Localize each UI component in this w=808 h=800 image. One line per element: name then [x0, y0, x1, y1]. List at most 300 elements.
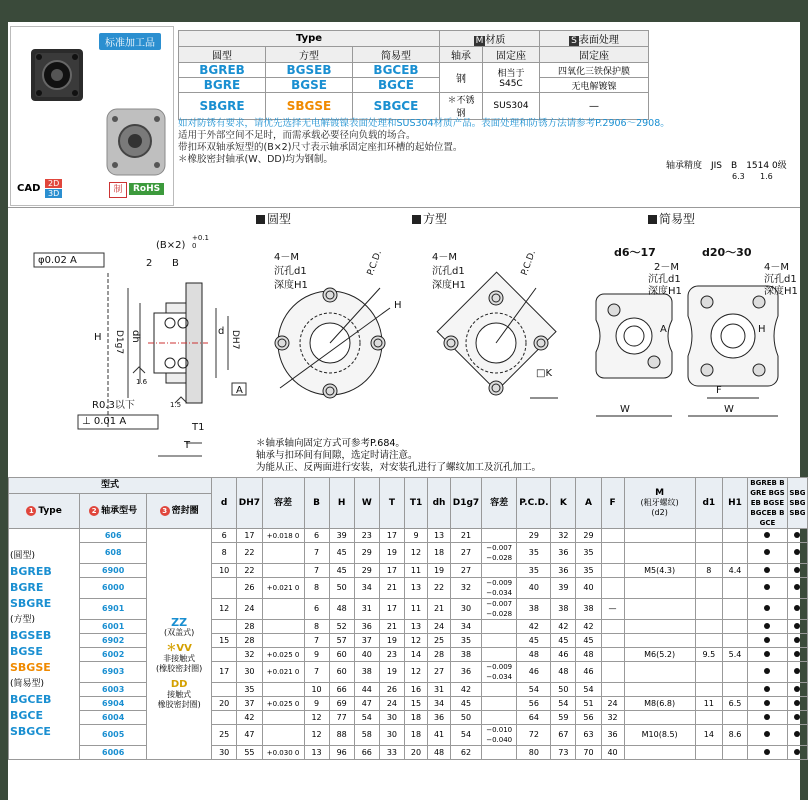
- cell: M10(8.5): [624, 725, 695, 746]
- availability-dot: [748, 634, 788, 648]
- cell: 51: [576, 697, 601, 711]
- type-group-item: BGRE: [10, 581, 44, 594]
- availability-dot-2: [787, 683, 807, 697]
- h-seal: 3 密封圈: [147, 493, 212, 528]
- cell: 19: [428, 564, 451, 578]
- cell: [624, 620, 695, 634]
- cell: 30: [451, 599, 482, 620]
- cell: −0.009 −0.034: [481, 662, 517, 683]
- type-group-item: BGCEB: [10, 693, 52, 706]
- availability-dot-2: [787, 543, 807, 564]
- surface-icon: S: [571, 36, 577, 46]
- bearing-number: 608: [80, 543, 147, 564]
- col-round: 圆型: [179, 47, 266, 63]
- availability-dot-2: [787, 599, 807, 620]
- spec-table: [8, 477, 808, 760]
- roughness-b: 1.5: [170, 401, 182, 409]
- cell: [695, 543, 722, 564]
- h-bearing: 2 轴承型号: [80, 493, 147, 528]
- round-depth: 深度H1: [274, 280, 308, 291]
- cell: [624, 634, 695, 648]
- availability-dot: [748, 711, 788, 725]
- note-2: 适用于外部空间不足时，而需承载必要径向负载的场合。: [178, 130, 416, 141]
- bx2-label: (B×2): [156, 240, 186, 251]
- type-bgse: BGSE: [266, 78, 353, 93]
- type-group-cell: [9, 529, 80, 760]
- bearing-number: 6003: [80, 683, 147, 697]
- cell: 48: [551, 662, 576, 683]
- cell: 9: [304, 697, 329, 711]
- cell: 40: [354, 648, 379, 662]
- cell: 26: [237, 578, 262, 599]
- type-group-item: SBGRE: [10, 597, 52, 610]
- availability-dot-2: [787, 529, 807, 543]
- seat-steel: 相当于S45C: [483, 63, 540, 93]
- availability-dot-2: [787, 564, 807, 578]
- note-4: ＊橡胶密封轴承(W、DD)均为钢制。: [178, 154, 333, 165]
- h-t: T: [379, 478, 404, 529]
- cell: 69: [329, 697, 354, 711]
- cell: 48: [428, 746, 451, 760]
- cell: 38: [354, 662, 379, 683]
- bearing-number: 6902: [80, 634, 147, 648]
- cell: 54: [517, 683, 551, 697]
- cell: 45: [329, 564, 354, 578]
- bearing-number: 6903: [80, 662, 147, 683]
- availability-dot: [748, 564, 788, 578]
- cad-2d-badge[interactable]: 2D: [45, 179, 62, 188]
- bearing-number: 6006: [80, 746, 147, 760]
- cell: [262, 711, 304, 725]
- cell: 4.4: [722, 564, 747, 578]
- cell: [601, 578, 624, 599]
- cell: 67: [551, 725, 576, 746]
- cell: 5.4: [722, 648, 747, 662]
- col-seat: 固定座: [483, 47, 540, 63]
- cell: 48: [517, 648, 551, 662]
- cell: [601, 634, 624, 648]
- note-3: 带扣环双轴承短型的(B×2)尺寸表示轴承固定座扣环槽的起始位置。: [178, 142, 463, 153]
- round-pcd: P.C.D.: [365, 249, 385, 277]
- cell: [481, 564, 517, 578]
- cell: 23: [354, 529, 379, 543]
- bearing-steel: 钢: [440, 63, 483, 93]
- cell: 12: [405, 634, 428, 648]
- table-row: [9, 564, 808, 578]
- cell: 7: [304, 564, 329, 578]
- type-group-item: SBGCE: [10, 725, 51, 738]
- cell: [624, 683, 695, 697]
- availability-dot: [748, 683, 788, 697]
- cell: 9: [304, 648, 329, 662]
- simple-h: H: [758, 324, 766, 335]
- cell: [695, 634, 722, 648]
- cell: 45: [551, 634, 576, 648]
- dim-dh: dh: [130, 330, 141, 343]
- cell: M5(4.3): [624, 564, 695, 578]
- cell: 31: [354, 599, 379, 620]
- cell: [601, 683, 624, 697]
- cell: 40: [601, 746, 624, 760]
- cell: [481, 746, 517, 760]
- cell: 47: [354, 697, 379, 711]
- cell: 36: [428, 711, 451, 725]
- cell: 45: [576, 634, 601, 648]
- cell: 6.5: [722, 697, 747, 711]
- cell: 42: [551, 620, 576, 634]
- cell: 12: [405, 543, 428, 564]
- availability-dot: [748, 529, 788, 543]
- simple-d20-30: d20～30: [702, 246, 752, 259]
- cell: 21: [379, 620, 404, 634]
- table-row: [9, 711, 808, 725]
- cell: 66: [329, 683, 354, 697]
- cell: [722, 711, 747, 725]
- table-row: [9, 599, 808, 620]
- simple-w-1: W: [620, 404, 630, 415]
- cell: 50: [451, 711, 482, 725]
- table-row: [9, 683, 808, 697]
- bearing-number: 6004: [80, 711, 147, 725]
- type-group-item: SBGSE: [10, 661, 51, 674]
- bottom-note-2: 轴承与扣环间有间隙，选定时请注意。: [256, 450, 418, 461]
- availability-dot-2: [787, 578, 807, 599]
- cell: [695, 529, 722, 543]
- availability-dot: [748, 543, 788, 564]
- cell: [262, 543, 304, 564]
- cell: 35: [576, 543, 601, 564]
- cell: 59: [551, 711, 576, 725]
- table-row: [9, 648, 808, 662]
- cell: 28: [237, 620, 262, 634]
- cell: 66: [354, 746, 379, 760]
- cell: 11: [405, 564, 428, 578]
- cell: 21: [379, 578, 404, 599]
- cell: M6(5.2): [624, 648, 695, 662]
- material-icon: M: [475, 36, 484, 46]
- availability-dot-2: [787, 662, 807, 683]
- cell: 36: [451, 662, 482, 683]
- cell: [481, 683, 517, 697]
- cell: 30: [237, 662, 262, 683]
- simple-cb-2: 沉孔d1: [764, 274, 797, 285]
- cell: 73: [551, 746, 576, 760]
- cell: 45: [329, 543, 354, 564]
- type-sbgse: SBGSE: [266, 93, 353, 120]
- cell: 56: [576, 711, 601, 725]
- cell: 7: [304, 662, 329, 683]
- h-types: BGREB BGRE BGSEB BGSE BGCEB BGCE: [748, 478, 788, 529]
- cell: 27: [428, 662, 451, 683]
- cell: [722, 620, 747, 634]
- cell: 56: [517, 697, 551, 711]
- bottom-note-1: ＊轴承轴向固定方式可参考P.684。: [256, 438, 405, 449]
- cell: [481, 697, 517, 711]
- standard-badge: 标准加工品: [99, 33, 161, 50]
- cell: 58: [354, 725, 379, 746]
- cell: 6: [304, 599, 329, 620]
- cell: 39: [551, 578, 576, 599]
- catalog-page: [8, 22, 806, 800]
- cell: 35: [237, 683, 262, 697]
- cell: 35: [451, 634, 482, 648]
- col-seat-surface: 固定座: [540, 47, 649, 63]
- cell: 72: [517, 725, 551, 746]
- datum-a: A: [236, 385, 243, 396]
- material-header: M 材质: [440, 31, 540, 47]
- h-tol-1: 容差: [262, 478, 304, 529]
- cell: −0.009 −0.034: [481, 578, 517, 599]
- h-k: K: [551, 478, 576, 529]
- cell: 62: [451, 746, 482, 760]
- cell: 12: [304, 725, 329, 746]
- square-k: □K: [536, 368, 553, 379]
- cell: 32: [601, 711, 624, 725]
- type-sbgce: SBGCE: [353, 93, 440, 120]
- cell: [695, 711, 722, 725]
- type-group-item: (圆型): [10, 551, 36, 561]
- cell: 33: [379, 746, 404, 760]
- cell: 8: [212, 543, 237, 564]
- cell: 30: [379, 711, 404, 725]
- type-header: Type: [179, 31, 440, 47]
- bx2-tol: +0.1 0: [192, 234, 209, 250]
- cell: 36: [354, 620, 379, 634]
- cell: [262, 683, 304, 697]
- cell: [624, 578, 695, 599]
- cell: +0.021 0: [262, 662, 304, 683]
- h-t1: T1: [405, 478, 428, 529]
- type-bgceb: BGCEB: [353, 63, 440, 78]
- cell: 34: [428, 697, 451, 711]
- cell: 39: [329, 529, 354, 543]
- spec-table-wrap: [8, 477, 808, 760]
- cell: −0.007 −0.028: [481, 543, 517, 564]
- cell: 24: [379, 697, 404, 711]
- cell: [722, 543, 747, 564]
- cell: [481, 620, 517, 634]
- cell: [695, 662, 722, 683]
- cell: [722, 599, 747, 620]
- seat-stainless: SUS304: [483, 93, 540, 120]
- cell: 88: [329, 725, 354, 746]
- cell: 18: [405, 725, 428, 746]
- cell: 12: [405, 662, 428, 683]
- cell: 17: [379, 599, 404, 620]
- cell: [262, 564, 304, 578]
- type-group-item: BGCE: [10, 709, 43, 722]
- cell: −0.007 −0.028: [481, 599, 517, 620]
- cell: +0.021 0: [262, 578, 304, 599]
- h-h1: H1: [722, 478, 747, 529]
- surface-1: 四氧化三铁保护膜: [540, 63, 649, 78]
- seal-cell: [147, 529, 212, 760]
- roughness-a: 1.6: [136, 378, 148, 386]
- cell: 64: [517, 711, 551, 725]
- cell: 13: [428, 529, 451, 543]
- type-group-item: BGSE: [10, 645, 43, 658]
- cell: 42: [237, 711, 262, 725]
- cell: 31: [428, 683, 451, 697]
- round-cb: 沉孔d1: [274, 266, 307, 277]
- type-group-item: (简易型): [10, 679, 45, 689]
- cell: 30: [379, 725, 404, 746]
- cell: 34: [451, 620, 482, 634]
- seal-seal_vv: ＊VV: [166, 643, 192, 654]
- cell: 27: [451, 564, 482, 578]
- cell: 19: [379, 634, 404, 648]
- cell: 18: [428, 543, 451, 564]
- roughness-label-top: 6.3: [732, 172, 745, 181]
- cell: 8.6: [722, 725, 747, 746]
- cell: 54: [354, 711, 379, 725]
- cell: [481, 634, 517, 648]
- h-b: B: [304, 478, 329, 529]
- seal-seal_vv2: 非接触式: [163, 654, 196, 663]
- square-housing-image: [31, 49, 83, 101]
- cell: 37: [354, 634, 379, 648]
- type-bgre: BGRE: [179, 78, 266, 93]
- availability-dot-2: [787, 697, 807, 711]
- availability-dot: [748, 746, 788, 760]
- cell: 26: [379, 683, 404, 697]
- col-bearing: 轴承: [440, 47, 483, 63]
- h-d1g7: D1g7: [451, 478, 482, 529]
- bottom-note-3: 为能从正、反两面进行安装，对安装孔进行了螺纹加工及沉孔加工。: [256, 462, 542, 473]
- bearing-number: 6901: [80, 599, 147, 620]
- h-d1: d1: [695, 478, 722, 529]
- cell: 8: [695, 564, 722, 578]
- type-bgseb: BGSEB: [266, 63, 353, 78]
- dim-2: 2: [146, 258, 153, 269]
- cad-label: CAD: [17, 183, 41, 194]
- cell: 55: [237, 746, 262, 760]
- cell: 7: [304, 634, 329, 648]
- cell: [601, 543, 624, 564]
- dim-t: T: [184, 440, 191, 451]
- cell: 9.5: [695, 648, 722, 662]
- cell: [262, 634, 304, 648]
- cell: 60: [329, 648, 354, 662]
- notes: [178, 118, 670, 166]
- bottom-notes: [256, 438, 541, 474]
- cell: 10: [304, 683, 329, 697]
- h-dh: dh: [428, 478, 451, 529]
- cell: [212, 620, 237, 634]
- cell: 52: [329, 620, 354, 634]
- cell: 28: [237, 634, 262, 648]
- cell: 32: [451, 578, 482, 599]
- cell: 50: [329, 578, 354, 599]
- type-bgreb: BGREB: [179, 63, 266, 78]
- surface-2: 无电解镀镍: [540, 78, 649, 93]
- flatness-label: φ0.02 A: [38, 255, 77, 266]
- drawing-section: [8, 208, 800, 468]
- cell: [624, 662, 695, 683]
- round-h: H: [394, 300, 402, 311]
- cell: 60: [329, 662, 354, 683]
- cell: 35: [517, 564, 551, 578]
- cell: 32: [551, 529, 576, 543]
- rohs-badge: RoHS: [129, 183, 164, 195]
- cell: 23: [379, 648, 404, 662]
- type-group-item: BGREB: [10, 565, 52, 578]
- cell: 21: [451, 529, 482, 543]
- simple-d6-17: d6～17: [614, 246, 656, 259]
- cell: 24: [601, 697, 624, 711]
- cell: 47: [237, 725, 262, 746]
- header-section: [8, 22, 800, 208]
- cell: [624, 599, 695, 620]
- h-tol-2: 容差: [481, 478, 517, 529]
- cell: 24: [237, 599, 262, 620]
- cell: [601, 620, 624, 634]
- cell: 15: [405, 697, 428, 711]
- h-h: H: [329, 478, 354, 529]
- cell: 12: [304, 711, 329, 725]
- cell: 63: [576, 725, 601, 746]
- cell: [601, 564, 624, 578]
- cell: 45: [451, 697, 482, 711]
- cell: 38: [451, 648, 482, 662]
- cell: [601, 662, 624, 683]
- availability-dot-2: [787, 746, 807, 760]
- cell: 48: [329, 599, 354, 620]
- cell: [262, 599, 304, 620]
- h-d: d: [212, 478, 237, 529]
- bearing-stainless: ＊不锈钢: [440, 93, 483, 120]
- h-w: W: [354, 478, 379, 529]
- cell: [722, 662, 747, 683]
- simple-a: A: [660, 324, 667, 335]
- cell: 16: [405, 683, 428, 697]
- bearing-number: 6005: [80, 725, 147, 746]
- cell: [601, 648, 624, 662]
- seal-seal_dd: DD: [170, 679, 188, 690]
- cell: M8(6.8): [624, 697, 695, 711]
- table-row: [9, 620, 808, 634]
- cell: 42: [517, 620, 551, 634]
- cell: [212, 578, 237, 599]
- cell: 41: [428, 725, 451, 746]
- cell: [695, 620, 722, 634]
- cell: 29: [354, 543, 379, 564]
- cell: 21: [428, 599, 451, 620]
- dim-dh7: DH7: [230, 330, 240, 350]
- cad-3d-badge[interactable]: 3D: [45, 189, 62, 198]
- perp-label: ⊥ 0.01 A: [82, 416, 127, 427]
- bearing-number: 6900: [80, 564, 147, 578]
- cell: 22: [428, 578, 451, 599]
- cell: [624, 746, 695, 760]
- h-model: 型式: [9, 478, 212, 494]
- cell: 17: [212, 662, 237, 683]
- cell: 22: [237, 543, 262, 564]
- h-pcd: P.C.D.: [517, 478, 551, 529]
- simple-w-2: W: [724, 404, 734, 415]
- cell: 54: [576, 683, 601, 697]
- simple-f: F: [716, 385, 722, 396]
- cell: 13: [405, 620, 428, 634]
- h-m: M (粗牙螺纹) (d2): [624, 478, 695, 529]
- cell: 40: [576, 578, 601, 599]
- cell: 35: [517, 543, 551, 564]
- col-simple: 简易型: [353, 47, 440, 63]
- cell: [624, 543, 695, 564]
- cell: 10: [212, 564, 237, 578]
- cell: 50: [551, 683, 576, 697]
- h-types-2: SBG SBG SBG: [787, 478, 807, 529]
